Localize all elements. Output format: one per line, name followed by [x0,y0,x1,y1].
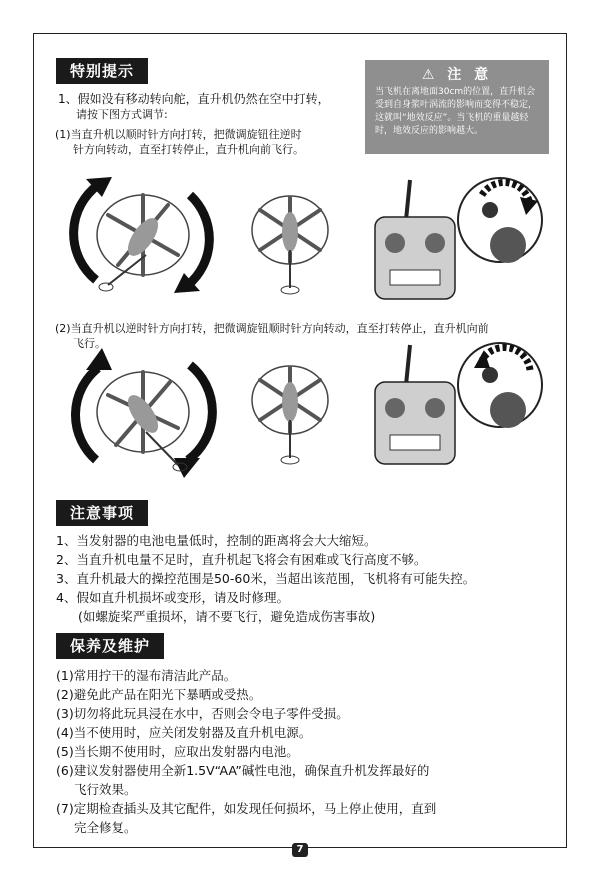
helicopter-counterclockwise-figure [68,340,218,480]
caution-heading [375,64,539,86]
care-item-1: (1)常用拧干的湿布清洁此产品。 [56,668,237,683]
helicopter-forward-figure-2 [245,360,335,470]
warning-icon: ⚠ [421,67,439,83]
care-item-3: (3)切勿将此玩具浸在水中，否则会令电子零件受损。 [56,706,349,721]
notes-item-4: 4、假如直升机损坏或变形，请及时修理。 [56,590,289,605]
helicopter-forward-figure [245,190,335,300]
care-item-7: (7)定期检查插头及其它配件，如发现任何损坏，马上停止使用，直到 [56,801,437,816]
care-item-5: (5)当长期不使用时，应取出发射器内电池。 [56,744,299,759]
care-item-6-cont: 飞行效果。 [74,782,137,797]
special-item1-line1: 1、假如没有移动转向舵，直升机仍然在空中打转， [58,92,330,106]
notes-item-1: 1、当发射器的电池电量低时，控制的距离将会大大缩短。 [56,533,377,548]
care-item-6: (6)建议发射器使用全新1.5V“AA”碱性电池，确保直升机发挥最好的 [56,763,430,778]
care-item-4: (4)当不使用时，应关闭发射器及直升机电源。 [56,725,312,740]
notes-header: 注意事项 [56,500,148,526]
helicopter-clockwise-figure [68,165,218,305]
special-tips-header: 特别提示 [56,58,148,84]
notes-item-3: 3、直升机最大的操控范围是50-60米，当超出该范围，飞机将有可能失控。 [56,571,476,586]
care-item-7-cont: 完全修复。 [74,820,137,835]
special-case1-line2: 针方向转动，直至打转停止，直升机向前飞行。 [73,143,304,156]
special-case2-line2: 飞行。 [73,337,106,350]
page-number: 7 [292,843,308,857]
notes-item-4-detail: (如螺旋桨严重损坏，请不要飞行，避免造成伤害事故) [78,609,376,624]
caution-title: 注 意 [447,67,493,83]
caution-box [365,60,549,154]
special-case2-line1: (2)当直升机以逆时针方向打转，把微调旋钮顺时针方向转动，直至打转停止，直升机向前 [55,322,489,335]
transmitter-figure-1 [370,175,550,305]
notes-item-2: 2、当直升机电量不足时，直升机起飞将会有困难或飞行高度不够。 [56,552,427,567]
special-case1-line1: (1)当直升机以顺时针方向打转，把微调旋钮往逆时 [55,128,302,141]
care-item-2: (2)避免此产品在阳光下暴晒或受热。 [56,687,262,702]
transmitter-figure-2 [370,340,550,470]
special-item1-line2: 请按下图方式调节: [76,108,168,121]
care-header: 保养及维护 [56,633,164,659]
caution-text: 当飞机在离地面30cm的位置，直升机会受到自身浆叶涡流的影响而变得不稳定，这就叫“地效反应”。当飞机的重量越轻时，地效反应的影响越大。 [375,87,538,136]
